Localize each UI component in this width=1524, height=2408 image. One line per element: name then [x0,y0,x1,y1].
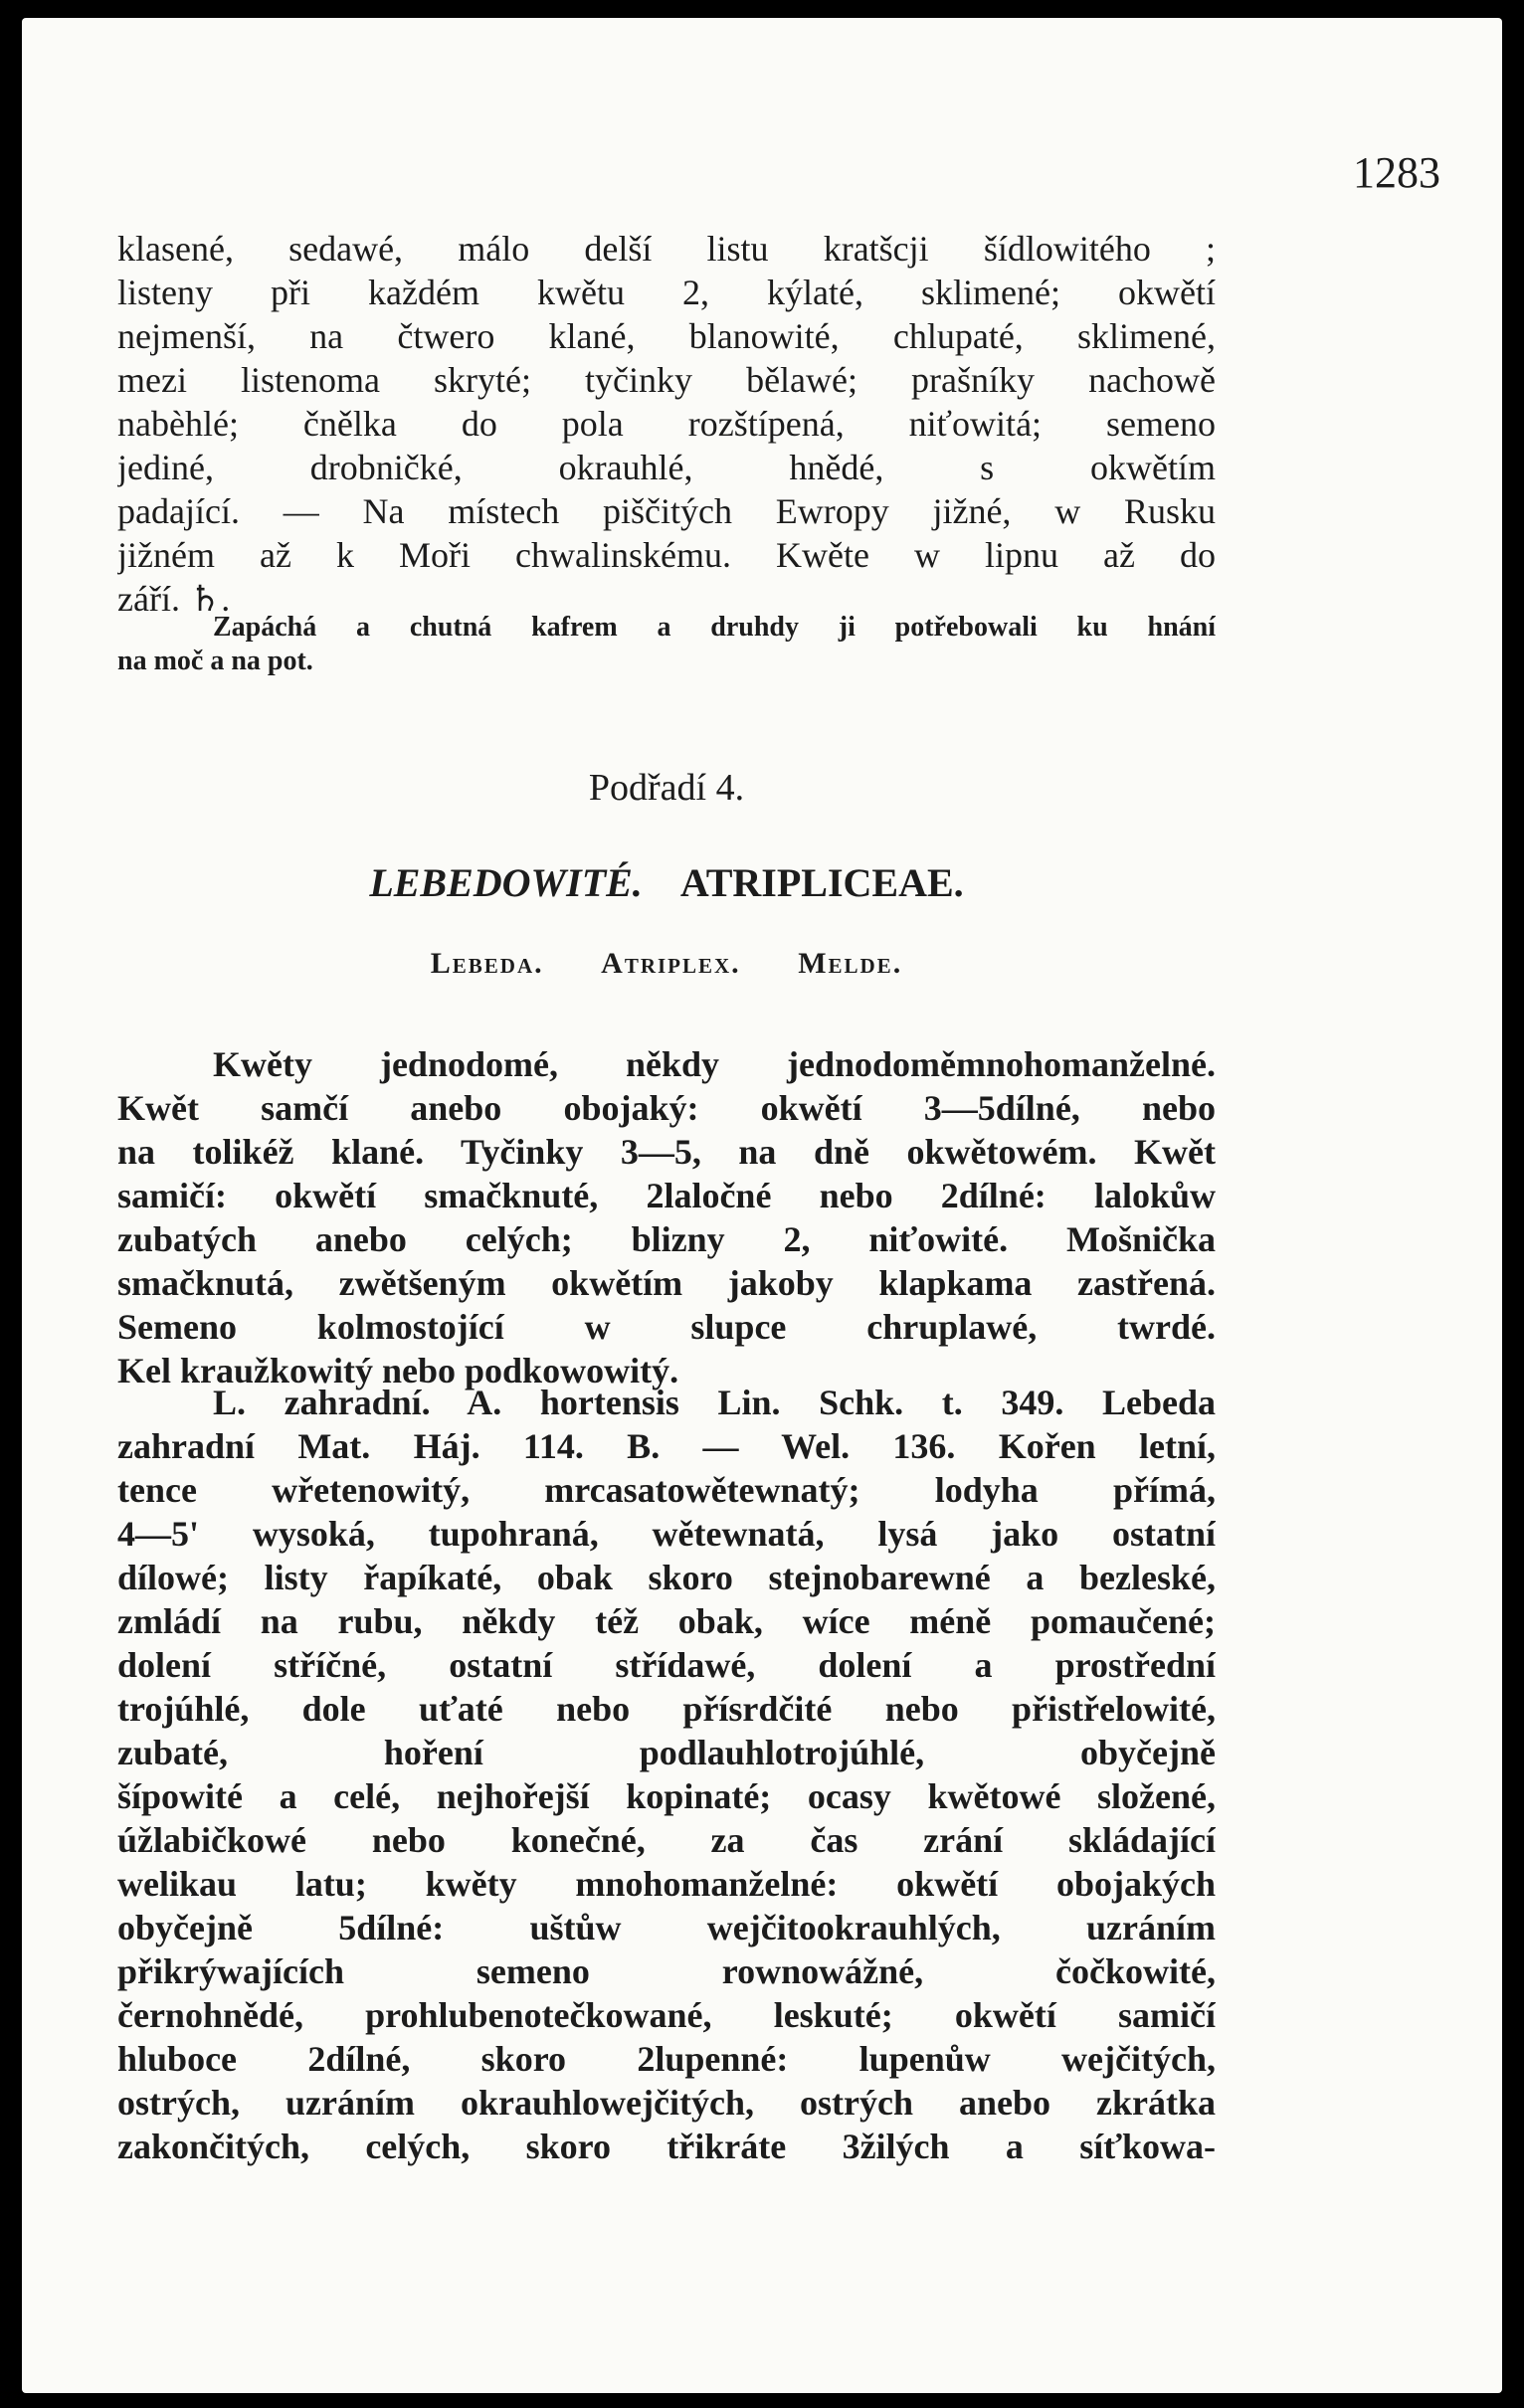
text-line: padající. — Na místech piščitých Ewropy jižné, w Rusku [117,491,1216,531]
text-line: tence wřetenowitý, mrcasatowětewnatý; lodyha přímá, [117,1470,1216,1510]
paragraph-description [117,227,1216,621]
text-line: trojúhlé, dole uťaté nebo přísrdčité nebo přistřelowité, [117,1689,1216,1729]
text-line: září. ♄. [117,579,231,619]
text-line: šípowité a celé, nejhořejší kopinaté; ocasy kwětowé složené, [117,1776,1216,1816]
text-line: přikrýwajících semeno rownowážné, čočkowité, [117,1951,1216,1991]
text-line: zubatých anebo celých; blizny 2, niťowité. Mošnička [117,1219,1216,1259]
text-line: 4—5' wysoká, tupohraná, wětewnatá, lysá jako ostatní [117,1514,1216,1554]
text-line: úžlabičkowé nebo konečné, za čas zrání skládající [117,1820,1216,1860]
genus-description [117,1042,1216,1392]
genus-name-czech: Lebeda. [430,947,544,980]
text-line: jediné, drobničké, okrauhlé, hnědé, s okwětím [117,448,1216,487]
family-name-czech: LEBEDOWITÉ. [369,860,643,905]
text-line: klasené, sedawé, málo delší listu kratšcji šídlowitého ; [117,229,1216,269]
text-line: smačknutá, zwětšeným okwětím jakoby klapkama zastřená. [117,1263,1216,1303]
text-line: Kwěty jednodomé, někdy jednodoměmnohomanželné. [213,1044,1216,1084]
text-line: dílowé; listy řapíkaté, obak skoro stejnobarewné a bezleské, [117,1558,1216,1597]
text-line: zahradní Mat. Háj. 114. B. — Wel. 136. Kořen letní, [117,1426,1216,1466]
text-line: listeny při každém kwětu 2, kýlaté, sklimené; okwětí [117,273,1216,312]
genus-name-german: Melde. [798,947,903,980]
text-line: nabèhlé; čnělka do pola rozštípená, niťowitá; semeno [117,404,1216,444]
text-line: Kel kraužkowitý nebo podkowowitý. [117,1351,679,1390]
page-number: 1283 [1353,148,1440,197]
text-line: L. zahradní. A. hortensis Lin. Schk. t. 349. Lebeda [213,1383,1216,1422]
book-page [22,18,1502,2393]
family-name-latin: ATRIPLICEAE. [679,860,964,905]
text-line: samičí: okwětí smačknuté, 2laločné nebo 2dílné: lalokůw [117,1176,1216,1215]
text-line: jižném až k Moři chwalinskému. Kwěte w lipnu až do [117,535,1216,575]
text-line: zubaté, hoření podlauhlotrojúhlé, obyčejně [117,1733,1216,1772]
text-line: zakončitých, celých, skoro třikráte 3žilých a síťkowa- [117,2127,1216,2166]
text-line: hluboce 2dílné, skoro 2lupenné: lupenůw wejčitých, [117,2039,1216,2079]
text-line: welikau latu; kwěty mnohomanželné: okwětí obojakých [117,1864,1216,1904]
text-line: na tolikéž klané. Tyčinky 3—5, na dně okwětowém. Kwět [117,1132,1216,1172]
text-line: nejmenší, na čtwero klané, blanowité, chlupaté, sklimené, [117,316,1216,356]
text-line: ostrých, uzráním okrauhlowejčitých, ostrých anebo zkrátka [117,2083,1216,2123]
text-line: Semeno kolmostojící w slupce chruplawé, twrdé. [117,1307,1216,1347]
family-heading [117,859,1216,906]
note-line: Zapáchá a chutná kafrem a druhdy ji potřebowali ku hnání [213,612,1216,643]
text-line: zmládí na rubu, někdy též obak, wíce méně pomaučené; [117,1601,1216,1641]
text-line: mezi listenoma skryté; tyčinky bělawé; prašníky nachowě [117,360,1216,400]
text-line: Kwět samčí anebo obojaký: okwětí 3—5dílné, nebo [117,1088,1216,1128]
note-line: na moč a na pot. [117,646,313,676]
species-description [117,1381,1216,2168]
text-line: černohnědé, prohlubenotečkowané, leskuté; okwětí samičí [117,1995,1216,2035]
text-line: dolení stříčné, ostatní střídawé, dolení a prostřední [117,1645,1216,1685]
note-paragraph [117,611,1216,678]
text-line: obyčejně 5dílné: uštůw wejčitookrauhlých, uzráním [117,1908,1216,1947]
genus-name-latin: Atriplex. [601,947,741,980]
genus-heading [117,947,1216,981]
suborder-heading: Podřadí 4. [588,767,745,809]
